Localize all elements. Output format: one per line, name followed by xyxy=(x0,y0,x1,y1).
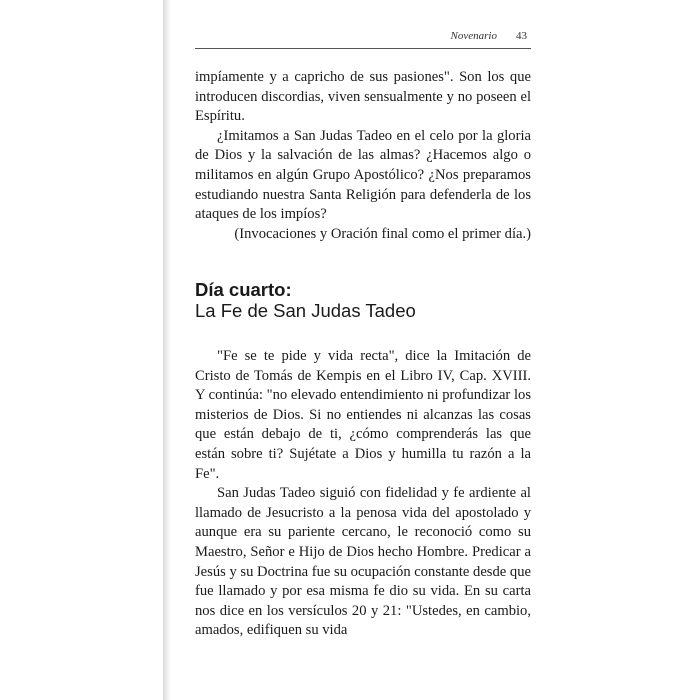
day-title: Día cuarto: xyxy=(195,279,292,300)
paragraph-questions: ¿Imitamos a San Judas Tadeo en el celo por la gloria de Dios y la salvación de las almas? ¿Hacemos algo o militamos en algún Grupo Apostólico? ¿Nos preparamos estudiando nuestra Santa Religión para defenderla de los ataques de los impíos? xyxy=(195,127,531,223)
paragraph-imitation-quote: "Fe se te pide y vida recta", dice la Imitación de Cristo de Tomás de Kempis en el Libro IV, Cap. XVIII. Y continúa: "no elevado entendimiento ni profundizar los misterios de Dios. Si no entiendes ni alcanzas las cosas que están debajo de ti, ¿cómo comprenderás las que están sobre ti? Sujétate a Dios y humilla tu razón a la Fe". xyxy=(195,348,531,482)
day-subtitle: La Fe de San Judas Tadeo xyxy=(195,300,416,321)
page-gutter-shadow xyxy=(163,0,171,700)
header-title: Novenario xyxy=(450,30,497,42)
paragraph-san-judas: San Judas Tadeo siguió con fidelidad y fe ardiente al llamado de Jesucristo a la penosa vida del apostolado y aunque era su pariente cercano, le reconoció como su Maestro, Señor e Hijo de Dios hecho Hombre. Predicar a Jesús y su Doctrina fue su ocupación constante desde que fue llamado y por esa misma fe dio su vida. En su carta nos dice en los versículos 20 y 21: "Ustedes, en cambio, amados, edifiquen su vida xyxy=(195,485,531,639)
paragraph-continuation: impíamente y a capricho de sus pasiones". Son los que introducen discordias, viven sensualmente y no poseen el Espíritu. xyxy=(195,69,531,125)
running-header xyxy=(195,30,531,49)
main-text-block xyxy=(195,347,531,641)
page-number: 43 xyxy=(516,30,527,42)
top-text-block xyxy=(195,68,531,244)
section-heading xyxy=(195,279,416,321)
instruction-line: (Invocaciones y Oración final como el primer día.) xyxy=(234,225,531,242)
